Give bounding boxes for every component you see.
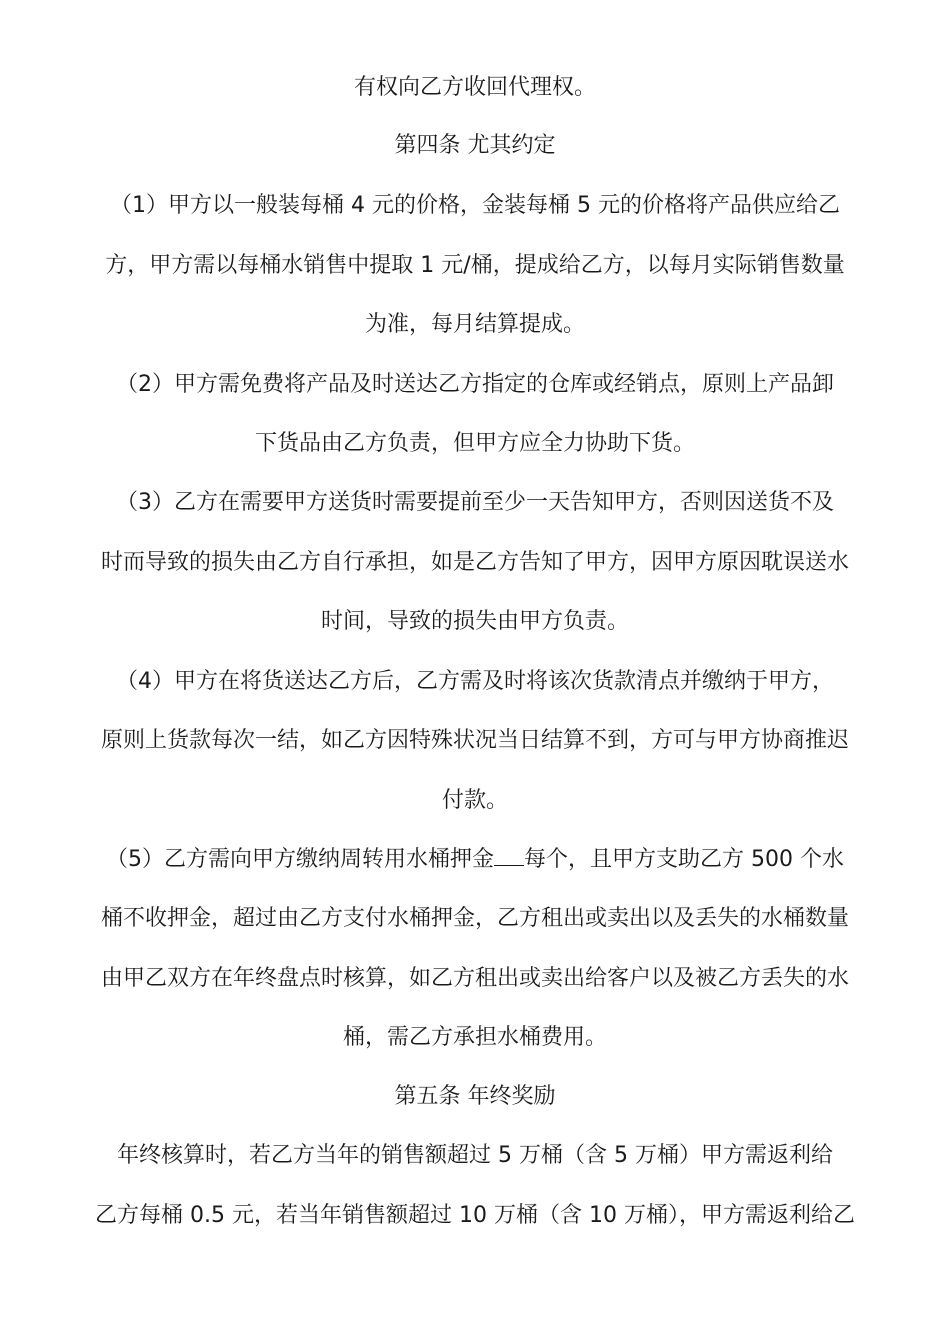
paragraph-line: （3）乙方在需要甲方送货时需要提前至少一天告知甲方，否则因送货不及	[116, 490, 834, 515]
paragraph-line: 桶，需乙方承担水桶费用。	[342, 1025, 607, 1050]
paragraph-line: 桶不收押金，超过由乙方支付水桶押金，乙方租出或卖出以及丢失的水桶数量	[100, 906, 849, 931]
paragraph-line: 乙方每桶 0.5 元，若当年销售额超过 10 万桶（含 10 万桶），甲方需返利给乙	[95, 1203, 855, 1228]
paragraph-line: （2）甲方需免费将产品及时送达乙方指定的仓库或经销点，原则上产品卸	[116, 372, 834, 397]
paragraph-line: （1）甲方以一般装每桶 4 元的价格，金装每桶 5 元的价格将产品供应给乙	[110, 193, 840, 218]
paragraph-fragment: （5）乙方需向甲方缴纳周转用水桶押金	[106, 847, 494, 872]
paragraph-line: 有权向乙方收回代理权。	[353, 75, 596, 100]
paragraph-line: 由甲乙双方在年终盘点时核算，如乙方租出或卖出给客户以及被乙方丢失的水	[100, 966, 849, 991]
paragraph-line: （4）甲方在将货送达乙方后，乙方需及时将该次货款清点并缴纳于甲方，	[116, 669, 834, 694]
paragraph-line: 为准，每月结算提成。	[364, 312, 585, 337]
paragraph-line: 时而导致的损失由乙方自行承担，如是乙方告知了甲方，因甲方原因耽误送水	[100, 550, 849, 575]
paragraph-line: 方，甲方需以每桶水销售中提取 1 元/桶，提成给乙方，以每月实际销售数量	[105, 253, 845, 278]
paragraph-fragment: 每个，且甲方支助乙方 500 个水	[524, 847, 844, 872]
paragraph-line-with-blank	[0, 840, 950, 880]
paragraph-line: 付款。	[441, 788, 508, 813]
paragraph-line: 下货品由乙方负责，但甲方应全力协助下货。	[254, 431, 695, 456]
section-heading: 第四条 尤其约定	[394, 133, 556, 158]
paragraph-line: 年终核算时，若乙方当年的销售额超过 5 万桶（含 5 万桶）甲方需返利给	[117, 1143, 833, 1168]
fill-in-blank	[494, 843, 524, 866]
paragraph-line: 时间，导致的损失由甲方负责。	[320, 609, 629, 634]
section-heading: 第五条 年终奖励	[394, 1084, 556, 1109]
paragraph-line: 原则上货款每次一结，如乙方因特殊状况当日结算不到，方可与甲方协商推迟	[100, 728, 849, 753]
